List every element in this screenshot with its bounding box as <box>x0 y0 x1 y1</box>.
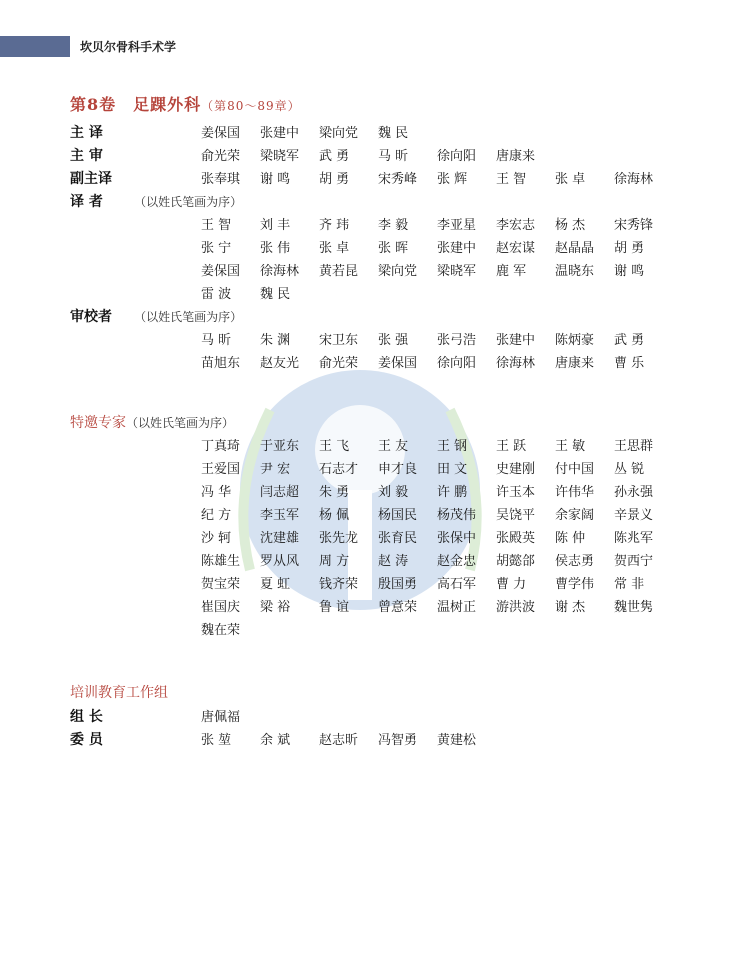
experts-heading <box>70 412 234 432</box>
volume-title: 第8卷 足踝外科 <box>70 95 202 114</box>
role-row-proofreaders <box>70 306 242 328</box>
person-name: 赵金忠 <box>437 554 477 569</box>
person-name: 徐海林 <box>496 356 536 371</box>
person-name: 冯 华 <box>201 485 232 500</box>
role-row-chief-translator <box>70 122 409 144</box>
person-name: 辛景义 <box>614 508 654 523</box>
person-name: 苗旭东 <box>201 356 241 371</box>
person-name: 贺西宁 <box>614 554 654 569</box>
person-name: 游洪波 <box>496 600 536 615</box>
person-name: 李宏志 <box>496 218 536 233</box>
person-name: 夏 虹 <box>260 577 291 592</box>
person-name: 纪 方 <box>201 508 232 523</box>
book-title-header: 坎贝尔骨科手术学 <box>80 40 177 54</box>
person-name: 梁 裕 <box>260 600 291 615</box>
volume-chapters: （第80～89章） <box>201 99 301 113</box>
person-name: 许玉本 <box>496 485 536 500</box>
person-name: 陈雄生 <box>201 554 241 569</box>
role-label: 主 译 <box>70 125 103 141</box>
header-color-bar <box>0 36 70 57</box>
person-name: 陈 仲 <box>555 531 586 546</box>
role-label: 副主译 <box>70 171 112 187</box>
person-name: 赵 涛 <box>378 554 409 569</box>
person-name: 徐海林 <box>260 264 300 279</box>
person-name: 余 斌 <box>260 733 291 748</box>
person-name: 曾意荣 <box>378 600 418 615</box>
person-name: 姜保国 <box>378 356 418 371</box>
order-note: （以姓氏笔画为序） <box>134 195 243 209</box>
person-name: 鲁 谊 <box>319 600 350 615</box>
person-name: 陈兆军 <box>614 531 654 546</box>
person-name: 张建中 <box>260 126 300 141</box>
person-name: 罗从风 <box>260 554 300 569</box>
person-name: 史建刚 <box>496 462 536 477</box>
role-row-translators <box>70 191 242 213</box>
person-name: 谢 鸣 <box>614 264 645 279</box>
person-name: 曹 乐 <box>614 356 645 371</box>
person-name: 温晓东 <box>555 264 595 279</box>
person-name: 王 智 <box>201 218 232 233</box>
person-name: 陈炳豪 <box>555 333 595 348</box>
person-name: 李 毅 <box>378 218 409 233</box>
person-name: 梁晓军 <box>260 149 300 164</box>
person-name: 刘 丰 <box>260 218 291 233</box>
person-name: 杨 佩 <box>319 508 350 523</box>
role-label: 组 长 <box>70 709 103 725</box>
person-name: 黄若昆 <box>319 264 359 279</box>
person-name: 于亚东 <box>260 439 300 454</box>
role-row-group-leader <box>70 706 241 728</box>
person-name: 王 智 <box>496 172 527 187</box>
person-name: 武 勇 <box>319 149 350 164</box>
person-name: 鹿 军 <box>496 264 527 279</box>
person-name: 宋卫东 <box>319 333 359 348</box>
person-name: 张 辉 <box>437 172 468 187</box>
person-name: 钱齐荣 <box>319 577 359 592</box>
role-row-deputy-translator <box>70 168 654 190</box>
person-name: 张 卓 <box>555 172 586 187</box>
person-name: 杨 杰 <box>555 218 586 233</box>
person-name: 殷国勇 <box>378 577 418 592</box>
person-name: 魏在荣 <box>201 623 241 638</box>
person-name: 许伟华 <box>555 485 595 500</box>
person-name: 王 飞 <box>319 439 350 454</box>
person-name: 徐向阳 <box>437 356 477 371</box>
order-note: （以姓氏笔画为序） <box>126 416 235 430</box>
person-name: 闫志超 <box>260 485 300 500</box>
person-name: 王 钢 <box>437 439 468 454</box>
person-name: 张殿英 <box>496 531 536 546</box>
person-name: 李亚星 <box>437 218 477 233</box>
person-name: 徐向阳 <box>437 149 477 164</box>
role-label: 译 者 <box>70 194 103 210</box>
role-row-chief-reviewer <box>70 145 536 167</box>
person-name: 赵宏谋 <box>496 241 536 256</box>
person-name: 张 堃 <box>201 733 232 748</box>
training-heading: 培训教育工作组 <box>70 685 168 701</box>
person-name: 杨茂伟 <box>437 508 477 523</box>
person-name: 俞光荣 <box>319 356 359 371</box>
person-name: 张 晖 <box>378 241 409 256</box>
person-name: 杨国民 <box>378 508 418 523</box>
person-name: 张 伟 <box>260 241 291 256</box>
person-name: 赵晶晶 <box>555 241 595 256</box>
person-name: 张先龙 <box>319 531 359 546</box>
person-name: 张 强 <box>378 333 409 348</box>
person-name: 崔国庆 <box>201 600 241 615</box>
person-name: 刘 毅 <box>378 485 409 500</box>
role-label: 委 员 <box>70 732 103 748</box>
person-name: 张建中 <box>437 241 477 256</box>
person-name: 丁真琦 <box>201 439 241 454</box>
person-name: 许 鹏 <box>437 485 468 500</box>
person-name: 沈建雄 <box>260 531 300 546</box>
person-name: 贺宝荣 <box>201 577 241 592</box>
person-name: 田 文 <box>437 462 468 477</box>
person-name: 王爱国 <box>201 462 241 477</box>
person-name: 曹学伟 <box>555 577 595 592</box>
person-name: 余家阔 <box>555 508 595 523</box>
person-name: 魏 民 <box>260 287 291 302</box>
volume-heading <box>70 92 301 115</box>
person-name: 石志才 <box>319 462 359 477</box>
person-name: 丛 锐 <box>614 462 645 477</box>
person-name: 冯智勇 <box>378 733 418 748</box>
person-name: 张弓浩 <box>437 333 477 348</box>
person-name: 梁晓军 <box>437 264 477 279</box>
person-name: 周 方 <box>319 554 350 569</box>
person-name: 谢 鸣 <box>260 172 291 187</box>
person-name: 谢 杰 <box>555 600 586 615</box>
person-name: 姜保国 <box>201 264 241 279</box>
person-name: 黄建松 <box>437 733 477 748</box>
person-name: 李玉军 <box>260 508 300 523</box>
person-name: 尹 宏 <box>260 462 291 477</box>
person-name: 侯志勇 <box>555 554 595 569</box>
person-name: 姜保国 <box>201 126 241 141</box>
person-name: 张保中 <box>437 531 477 546</box>
person-name: 徐海林 <box>614 172 654 187</box>
person-name: 魏世隽 <box>614 600 654 615</box>
person-name: 张 宁 <box>201 241 232 256</box>
person-name: 张奉琪 <box>201 172 241 187</box>
person-name: 齐 玮 <box>319 218 350 233</box>
person-name: 马 昕 <box>378 149 409 164</box>
person-name: 朱 渊 <box>260 333 291 348</box>
role-row-members <box>70 729 477 751</box>
person-name: 宋秀峰 <box>378 172 418 187</box>
person-name: 赵友光 <box>260 356 300 371</box>
order-note: （以姓氏笔画为序） <box>134 310 243 324</box>
person-name: 孙永强 <box>614 485 654 500</box>
person-name: 付中国 <box>555 462 595 477</box>
person-name: 唐佩福 <box>201 710 241 725</box>
person-name: 王 敏 <box>555 439 586 454</box>
person-name: 梁向党 <box>319 126 359 141</box>
person-name: 高石军 <box>437 577 477 592</box>
person-name: 唐康来 <box>555 356 595 371</box>
person-name: 吴饶平 <box>496 508 536 523</box>
person-name: 王 友 <box>378 439 409 454</box>
experts-title: 特邀专家 <box>70 415 126 431</box>
person-name: 张育民 <box>378 531 418 546</box>
person-name: 唐康来 <box>496 149 536 164</box>
person-name: 胡 勇 <box>319 172 350 187</box>
person-name: 朱 勇 <box>319 485 350 500</box>
person-name: 宋秀锋 <box>614 218 654 233</box>
person-name: 雷 波 <box>201 287 232 302</box>
person-name: 武 勇 <box>614 333 645 348</box>
person-name: 梁向党 <box>378 264 418 279</box>
person-name: 常 非 <box>614 577 645 592</box>
person-name: 王思群 <box>614 439 654 454</box>
person-name: 申才良 <box>378 462 418 477</box>
person-name: 温树正 <box>437 600 477 615</box>
person-name: 王 跃 <box>496 439 527 454</box>
person-name: 张 卓 <box>319 241 350 256</box>
role-label: 主 审 <box>70 148 103 164</box>
person-name: 胡懿郃 <box>496 554 536 569</box>
person-name: 马 昕 <box>201 333 232 348</box>
person-name: 沙 轲 <box>201 531 232 546</box>
person-name: 赵志昕 <box>319 733 359 748</box>
person-name: 胡 勇 <box>614 241 645 256</box>
person-name: 曹 力 <box>496 577 527 592</box>
person-name: 魏 民 <box>378 126 409 141</box>
role-label: 审校者 <box>70 309 112 325</box>
person-name: 张建中 <box>496 333 536 348</box>
person-name: 俞光荣 <box>201 149 241 164</box>
